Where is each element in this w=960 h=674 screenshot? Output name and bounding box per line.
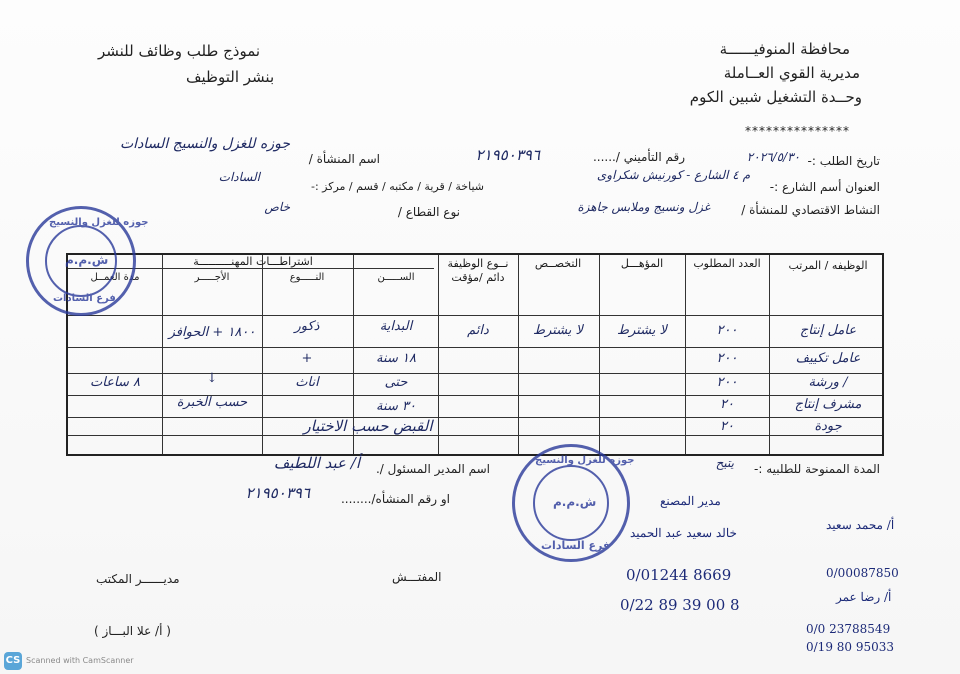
header-work-hours: مدة العمــل [90,272,140,283]
header-conditions: اشتراطـــات المهنــــــــــة [193,255,313,268]
activity-label: النشاط الاقتصادي للمنشأة / [741,203,880,217]
camscanner-logo: CS [4,652,22,670]
form-subtitle: بنشر التوظيف [186,68,275,86]
request-date-label: تاريخ الطلب :- [807,154,880,168]
phone-2: 0/22 89 39 00 8 [620,596,740,614]
row1-age: البداية [379,319,413,334]
sector-label: نوع القطاع / [397,205,460,219]
header-job-type: نــوع الوظيفة دائم /مؤقت [447,257,509,284]
address-label: العنوان أسم الشارع :- [769,180,880,194]
village-value: السادات [218,170,260,184]
row4-job: مشرف إنتاج [794,397,862,412]
row3-job: / ورشة [808,375,848,390]
establishment-no-value: ٢١٩٥٠٣٩٦ [245,484,310,502]
stars-divider: *************** [745,124,850,138]
row1-specialty: لا يشترط [533,323,583,338]
company-stamp-center [512,444,635,562]
company-stamp-left [26,206,149,316]
row1-job-type: دائم [467,323,489,338]
table-note: القبض حسب الاختيار [303,417,433,435]
row2-job: عامل تكييف [795,351,861,366]
row4-age: ٣٠ سنة [376,399,416,414]
stamp-center-center: ش.م.م [553,495,597,509]
office-manager-label: مديــــــر المكتب [96,572,180,586]
row1-wage: ١٨٠٠ + الحوافز [168,325,256,340]
phone-1: 0/01244 8669 [626,566,732,584]
row1-gender: ذكور [294,319,320,334]
row1-count: ٢٠٠ [716,323,738,338]
office-manager-name: ( أ/ علا البـــاز ) [94,624,171,638]
governorate-title: محافظة المنوفيــــــة [719,40,850,58]
header-specialty: التخصــص [534,257,582,270]
row3-age: حتى [384,375,408,390]
establishment-no-label: او رقم المنشأه/........ [340,492,450,506]
phone-5: 0/19 80 95033 [806,640,895,654]
phone-4: 0/0 23788549 [806,622,891,636]
period-label: المدة الممنوحة للطلبيه :- [754,462,880,476]
inspector-label: المفتـــش [392,570,442,584]
manager-label: اسم المدير المسئول /. [375,462,490,476]
row5-job: جودة [814,419,842,434]
contact-title: مدير المصنع [660,494,721,508]
person-3-name: أ/ رضا عمر [836,590,892,604]
row3-gender: اناث [295,375,319,390]
row3-count: ٢٠٠ [716,375,738,390]
header-count: العدد المطلوب [693,257,761,270]
directorate-title: مديرية القوي العــاملة [723,64,860,82]
header-qualification: المؤهـــل [620,257,664,270]
insurance-no-label: رقم التأميني /...... [592,150,685,164]
village-label: شياخة / قرية / مكتبه / قسم / مركز :- [310,180,484,193]
establishment-name-label: اسم المنشأة / [308,152,380,166]
period-value: يتيح [715,456,734,470]
form-title: نموذج طلب وظائف للنشر [98,42,261,60]
stamp-left-center: ش.م.م [65,253,109,267]
row1-qualification: لا يشترط [617,323,667,338]
row2-gender: + [301,351,313,366]
row3-wage: ↓ [206,371,218,386]
establishment-name-value: جوزه للغزل والنسيج السادات [120,136,290,152]
row3-work-hours: ٨ ساعات [90,375,140,390]
stamp-left-top: جوزه للغزل والنسيج [49,217,149,228]
row4-count: ٢٠ [720,397,734,412]
jobs-table [66,253,884,456]
row5-count: ٢٠ [720,419,734,434]
request-date-value: ٢٠٢٦/٥/٣٠ [746,150,800,164]
contact-name: خالد سعيد عبد الحميد [630,526,737,540]
stamp-center-top: جوزه للغزل والنسيج [535,455,635,466]
header-wage: الأجـــــر [194,272,230,283]
sector-value: خاص [264,200,290,214]
insurance-no-value: ٢١٩٥٠٣٩٦ [475,146,540,164]
stamp-left-bottom: فرع السادات [53,293,116,304]
row2-count: ٢٠٠ [716,351,738,366]
stamp-center-bottom: فرع السادات [541,539,611,552]
row2-age: ١٨ سنة [376,351,416,366]
address-value: م ٤ الشارع - كورنيش شكراوى [596,168,750,182]
row4-wage: حسب الخبرة [176,395,248,410]
header-job: الوظيفه / المرتب [788,259,868,272]
activity-value: غزل ونسيج وملابس جاهزة [577,200,710,214]
person-2-name: أ/ محمد سعيد [826,518,895,532]
header-age: الســـــن [377,272,415,283]
manager-value: أ/ عبد اللطيف [273,454,360,472]
header-gender: النـــــوع [289,272,325,283]
unit-title: وحــدة التشغيل شبين الكوم [689,88,862,106]
row1-job: عامل إنتاج [799,323,857,338]
scanner-watermark: Scanned with CamScanner [26,656,134,665]
phone-3: 0/00087850 [826,566,899,580]
